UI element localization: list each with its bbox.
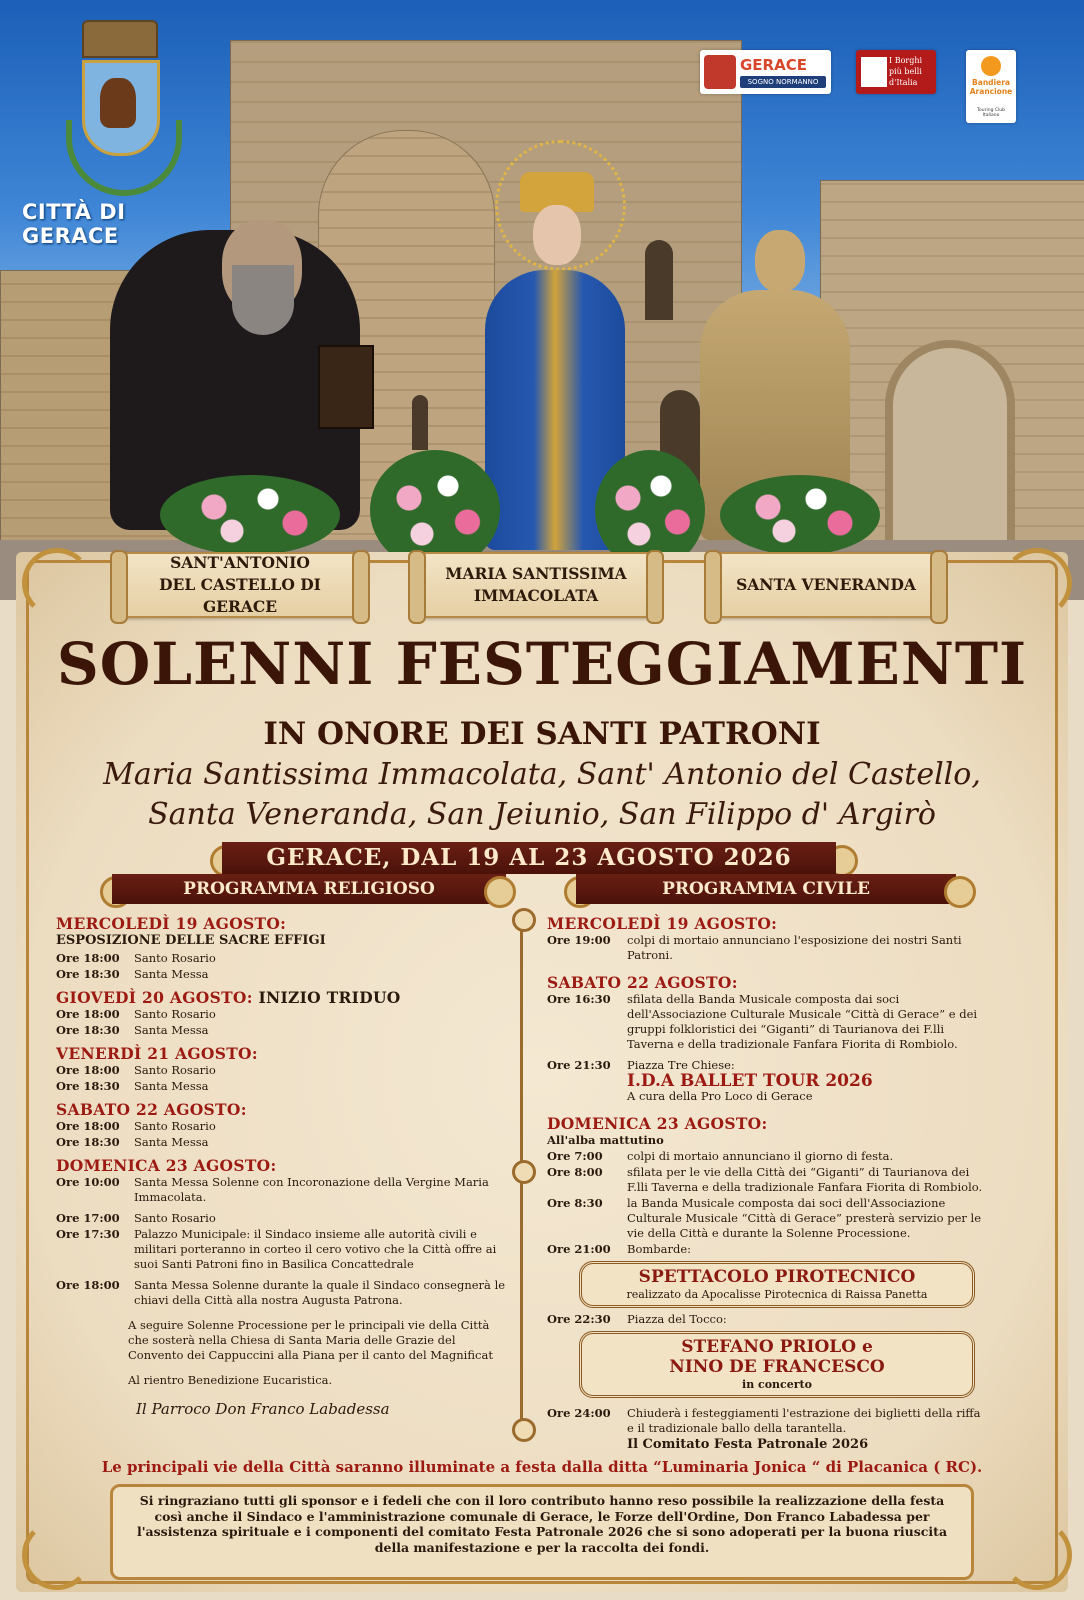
time: Ore 22:30 — [547, 1312, 611, 1326]
borghi-logo-text: I Borghi più belli d'Italia — [889, 56, 923, 87]
book-icon — [318, 345, 374, 429]
fireworks-note: realizzato da Apocalisse Pirotecnica di Raissa Panetta — [626, 1288, 928, 1301]
time: Ore 10:00 — [56, 1175, 120, 1189]
gerace-logo — [700, 50, 831, 94]
event-description: sfilata per le vie della Città dei “Giganti” di Taurianova dei F.lli Taverna e della tradizionale Fanfara Fiorita di Rombiolo. — [627, 1165, 983, 1194]
concert-box — [579, 1331, 975, 1398]
schedule-row — [547, 1165, 987, 1195]
gerace-logo-title: GERACE — [740, 56, 807, 74]
saints-line-1: Maria Santissima Immacolata, Sant' Antonio del Castello, — [103, 757, 981, 792]
saint-label-line: DEL CASTELLO DI GERACE — [159, 575, 321, 616]
event-description: Santa Messa Solenne con Incoronazione della Vergine Maria Immacolata. — [134, 1175, 489, 1204]
main-title: SOLENNI FESTEGGIAMENTI — [56, 630, 1028, 698]
time: Ore 21:00 — [547, 1242, 611, 1256]
saint-label-line: SANT'ANTONIO — [170, 553, 310, 572]
subtitle: IN ONORE DEI SANTI PATRONI — [263, 716, 821, 752]
fireworks-box — [579, 1261, 975, 1308]
ornament-icon — [512, 1160, 536, 1184]
civil-program — [547, 916, 987, 1452]
orange-flag-icon — [981, 56, 1001, 76]
time: Ore 8:00 — [547, 1165, 603, 1179]
event-description: Santo Rosario — [134, 1211, 216, 1225]
event-description: Santo Rosario — [134, 1119, 216, 1133]
time: Ore 19:00 — [547, 933, 611, 947]
time: Ore 18:30 — [56, 1079, 120, 1093]
time: Ore 18:00 — [56, 1278, 120, 1292]
procession-note: A seguire Solenne Processione per le principali vie della Città che sosterà nella Chiesa di Santa Maria delle Grazie del Convento dei Cappuccini alla Piana per il canto del Magnificat — [128, 1318, 493, 1362]
time: Ore 18:30 — [56, 1135, 120, 1149]
time: Ore 18:00 — [56, 951, 120, 965]
civil-program-heading: PROGRAMMA CIVILE — [576, 874, 956, 904]
crown-icon — [82, 20, 158, 58]
schedule-row — [56, 1007, 506, 1022]
bandiera-logo-subtitle: Touring Club Italiano — [977, 108, 1005, 118]
benediction-note: Al rientro Benedizione Eucaristica. — [128, 1373, 333, 1387]
saint-label-veneranda — [712, 552, 940, 618]
bandiera-arancione-logo — [966, 50, 1016, 123]
borghi-logo — [856, 50, 936, 94]
schedule-row — [56, 1227, 506, 1272]
event-description: Santo Rosario — [134, 1063, 216, 1077]
dawn-note: All'alba mattutino — [547, 1133, 664, 1147]
ornament-corner-icon — [22, 548, 92, 618]
event-description: Chiuderà i festeggiamenti l'estrazione dei biglietti della riffa e il tradizionale ballo della tarantella. — [627, 1406, 981, 1435]
gerace-logo-subtitle: SOGNO NORMANNO — [740, 76, 826, 88]
saint-label-line: MARIA SANTISSIMA — [445, 564, 627, 583]
schedule-row — [56, 1175, 506, 1205]
time: Ore 18:30 — [56, 1023, 120, 1037]
time: Ore 17:00 — [56, 1211, 120, 1225]
schedule-row — [56, 1063, 506, 1078]
saint-label-maria — [416, 552, 656, 618]
comitato-signature: Il Comitato Festa Patronale 2026 — [627, 1437, 869, 1452]
schedule-row — [56, 1135, 506, 1150]
event-description: Piazza Tre Chiese: — [627, 1058, 735, 1072]
window — [412, 395, 428, 450]
event-description: colpi di mortaio annunciano il giorno di festa. — [627, 1149, 894, 1163]
ornament-corner-icon — [1002, 1520, 1072, 1590]
religious-program-heading: PROGRAMMA RELIGIOSO — [112, 874, 506, 904]
schedule-row — [56, 1119, 506, 1134]
day-subheading: ESPOSIZIONE DELLE SACRE EFFIGI — [56, 933, 326, 948]
day-heading: DOMENICA 23 AGOSTO: — [56, 1156, 277, 1175]
fireworks-title: SPETTACOLO PIROTECNICO — [638, 1267, 916, 1287]
event-description: Santo Rosario — [134, 951, 216, 965]
ornament-corner-icon — [1002, 548, 1072, 618]
event-description: sfilata della Banda Musicale composta dai soci dell'Associazione Culturale Musicale “Città di Gerace” e dei gruppi folkloristici dei “Giganti” di Taurianova dei F.lli Taverna e della tradizionale Fanfara Fiorita di Rombiolo. — [627, 992, 978, 1051]
time: Ore 18:00 — [56, 1119, 120, 1133]
ballet-event-title: I.D.A BALLET TOUR 2026 — [627, 1071, 873, 1091]
schedule-row — [56, 1278, 506, 1308]
schedule-row — [547, 1149, 987, 1164]
event-description: Santo Rosario — [134, 1007, 216, 1021]
concert-line-1: STEFANO PRIOLO e — [681, 1337, 873, 1357]
window — [645, 240, 673, 320]
statue-maria-head — [533, 205, 581, 265]
stone-arch — [885, 340, 1015, 550]
event-description: Palazzo Municipale: il Sindaco insieme alle autorità civili e militari porteranno in corteo il cero votivo che la Città offre ai suoi Santi Patroni fino in Basilica Concattedrale — [134, 1227, 497, 1271]
day-title-rest: INIZIO TRIDUO — [258, 988, 401, 1007]
bandiera-logo-title: Bandiera Arancione — [969, 78, 1013, 96]
time: Ore 21:30 — [547, 1058, 611, 1072]
city-name: CITTÀ DI GERACE — [22, 200, 126, 248]
concert-line-2: NINO DE FRANCESCO — [669, 1357, 885, 1377]
day-heading: MERCOLEDÌ 19 AGOSTO: — [547, 914, 778, 933]
day-heading: SABATO 22 AGOSTO: — [56, 1100, 247, 1119]
statue-santa-veneranda-head — [755, 230, 805, 292]
time: Ore 8:30 — [547, 1196, 603, 1210]
castle-icon — [861, 57, 887, 87]
illumination-notice: Le principali vie della Città saranno illuminate a festa dalla ditta “Luminaria Jonica “ di Placanica ( RC). — [101, 1458, 983, 1476]
schedule-row — [56, 1079, 506, 1094]
day-title: GIOVEDÌ 20 AGOSTO: — [56, 988, 253, 1007]
event-description: Piazza del Tocco: — [627, 1312, 727, 1326]
event-description: Santa Messa Solenne durante la quale il Sindaco consegnerà le chiavi della Città alla nostra Augusta Patrona. — [134, 1278, 506, 1307]
ornament-icon — [944, 876, 976, 908]
ornament-icon — [484, 876, 516, 908]
schedule-row — [56, 951, 506, 966]
ornament-icon — [512, 1418, 536, 1442]
ornament-icon — [512, 908, 536, 932]
schedule-row — [547, 1406, 987, 1436]
statue-sant-antonio-beard — [232, 265, 294, 335]
thanks-box: Si ringraziano tutti gli sponsor e i fedeli che con il loro contributo hanno reso possibile la realizzazione della festa così anche il Sindaco e l'amministrazione comunale di Gerace, le Forze dell'Ordine, Don Franco Labadessa per l'assistenza spirituale e i componenti del comitato Festa Patronale 2026 che si sono adoperati per la buona riuscita della manifestazione e per la raccolta dei fondi. — [110, 1484, 974, 1580]
event-description: Santa Messa — [134, 1135, 209, 1149]
event-description: colpi di mortaio annunciano l'esposizione dei nostri Santi Patroni. — [627, 933, 962, 962]
time: Ore 18:00 — [56, 1063, 120, 1077]
flower-arrangement — [720, 475, 880, 555]
time: Ore 18:30 — [56, 967, 120, 981]
schedule-row — [547, 1312, 987, 1327]
time: Ore 24:00 — [547, 1406, 611, 1420]
event-description: la Banda Musicale composta dai soci dell'Associazione Culturale Musicale “Città di Gerace” presterà servizio per le vie della Città e durante la Solenne Processione. — [627, 1196, 982, 1240]
schedule-row — [547, 1196, 987, 1241]
religious-program — [56, 916, 506, 1417]
parroco-signature: Il Parroco Don Franco Labadessa — [136, 1400, 390, 1418]
time: Ore 7:00 — [547, 1149, 603, 1163]
event-description: Santa Messa — [134, 1079, 209, 1093]
concert-note: in concerto — [742, 1378, 812, 1391]
schedule-row — [547, 1242, 987, 1257]
schedule-row — [547, 992, 987, 1052]
saint-label-sant-antonio — [118, 552, 362, 618]
time: Ore 17:30 — [56, 1227, 120, 1241]
event-description: Santa Messa — [134, 1023, 209, 1037]
city-crest-logo — [62, 20, 180, 195]
day-heading: DOMENICA 23 AGOSTO: — [547, 1114, 768, 1133]
time: Ore 16:30 — [547, 992, 611, 1006]
day-heading: SABATO 22 AGOSTO: — [547, 973, 738, 992]
day-heading: MERCOLEDÌ 19 AGOSTO: — [56, 914, 287, 933]
ornament-corner-icon — [22, 1520, 92, 1590]
saint-label-line: IMMACOLATA — [473, 586, 599, 605]
schedule-row — [547, 933, 987, 963]
day-heading — [56, 990, 506, 1005]
time: Ore 18:00 — [56, 1007, 120, 1021]
event-description: Santa Messa — [134, 967, 209, 981]
day-heading: VENERDÌ 21 AGOSTO: — [56, 1044, 258, 1063]
gerace-mark-icon — [704, 55, 736, 89]
flower-arrangement — [160, 475, 340, 555]
schedule-row — [56, 967, 506, 982]
saints-line-2: Santa Veneranda, San Jeiunio, San Filippo d' Argirò — [148, 797, 936, 832]
schedule-row — [56, 1211, 506, 1226]
wreath-icon — [66, 120, 182, 196]
saint-label-line: SANTA VENERANDA — [736, 575, 916, 594]
date-banner: GERACE, DAL 19 AL 23 AGOSTO 2026 — [222, 842, 836, 874]
event-description: Bombarde: — [627, 1242, 692, 1256]
ballet-event-note: A cura della Pro Loco di Gerace — [627, 1089, 813, 1103]
schedule-row — [56, 1023, 506, 1038]
